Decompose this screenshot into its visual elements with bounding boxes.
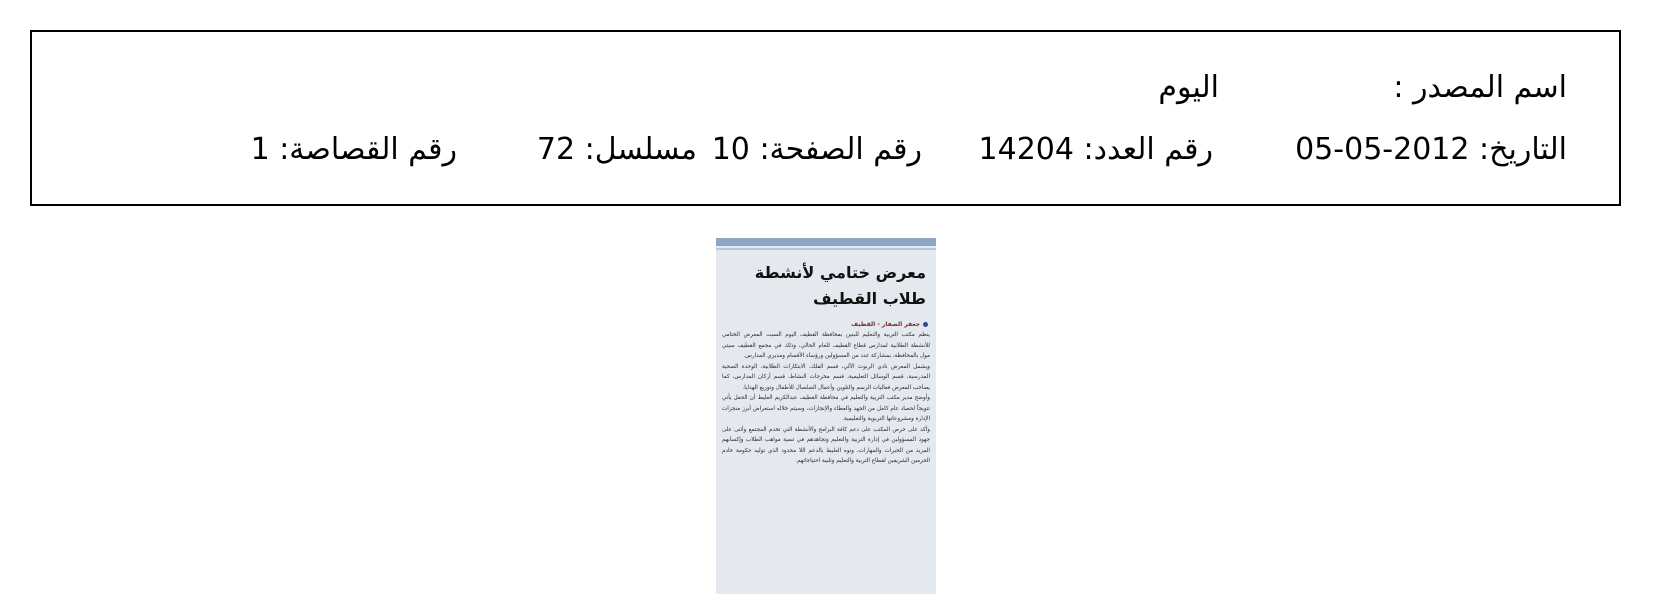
clipping-byline-row xyxy=(724,320,928,329)
source-label: اسم المصدر : xyxy=(1393,70,1567,105)
clipping-paragraph: وأوضح مدير مكتب التربية والتعليم في محافظة القطيف عبدالكريم العليط أن الحفل يأتي تتويجاً لحصاد عام كامل من الجهد والعطاء والإنجازات، وسيتم خلاله استعراض أبرز منجزات الإدارة ومشروعاتها التربوية والتعليمية. xyxy=(722,395,930,422)
clipping-paragraph: ويشمل المعرض نادي الربوت الآلي، قسم الفلك، الابتكارات الطلابية، الوحدة الصحية المدرسية، قسم الوسائل التعليمية، قسم مخرجات النشاط، قسم أركان المدارس، كما يصاحب المعرض فعاليات الرسم والتلوين وأعمال الصلصال للأطفال وتوزيع الهدايا. xyxy=(722,363,930,391)
clipping-paragraph: ينظم مكتب التربية والتعليم للبنين بمحافظة القطيف اليوم السبت المعرض الختامي للأنشطة الطلابية لمدارس قطاع القطيف للعام الحالي، وذلك في مجمع القطيف سيتي مول بالمحافظة، بمشاركة عدد من المسؤولين ورؤساء الأقسام ومديري المدارس. xyxy=(722,332,930,359)
clipping-body xyxy=(722,330,930,467)
clipping-headline: معرض ختامي لأنشطة طلاب القطيف xyxy=(754,263,926,308)
bullet-icon xyxy=(923,322,928,327)
clipping-top-bar xyxy=(716,238,936,246)
clipping-top-rule xyxy=(716,248,936,250)
clipping-paragraph: وأكد على حرص المكتب على دعم كافة البرامج والأنشطة التي تخدم المجتمع وأثنى على جهود المسؤولين في إدارة التربية والتعليم وتجاهدهم في تنمية مواهب الطلاب وإكسابهم المزيد من الخبرات والمهارات، ونوه العليط بالدعم اللا محدود الذي توليه حكومة خادم الحرمين الشريفين لقطاع التربية والتعليم وتلبية احتياجاتهم. xyxy=(722,426,930,464)
serial-number-field: مسلسل: 72 xyxy=(536,132,697,167)
issue-number-field: رقم العدد: 14204 xyxy=(978,132,1213,167)
newspaper-clipping xyxy=(716,238,936,594)
page-number-field: رقم الصفحة: 10 xyxy=(711,132,922,167)
clip-number-field: رقم القصاصة: 1 xyxy=(250,132,457,167)
clipping-byline: جعفر الصفار - القطيف xyxy=(851,321,920,328)
source-value: اليوم xyxy=(1158,70,1219,105)
date-field: التاريخ: 2012-05-05 xyxy=(1295,132,1567,167)
source-info-box xyxy=(30,30,1621,206)
